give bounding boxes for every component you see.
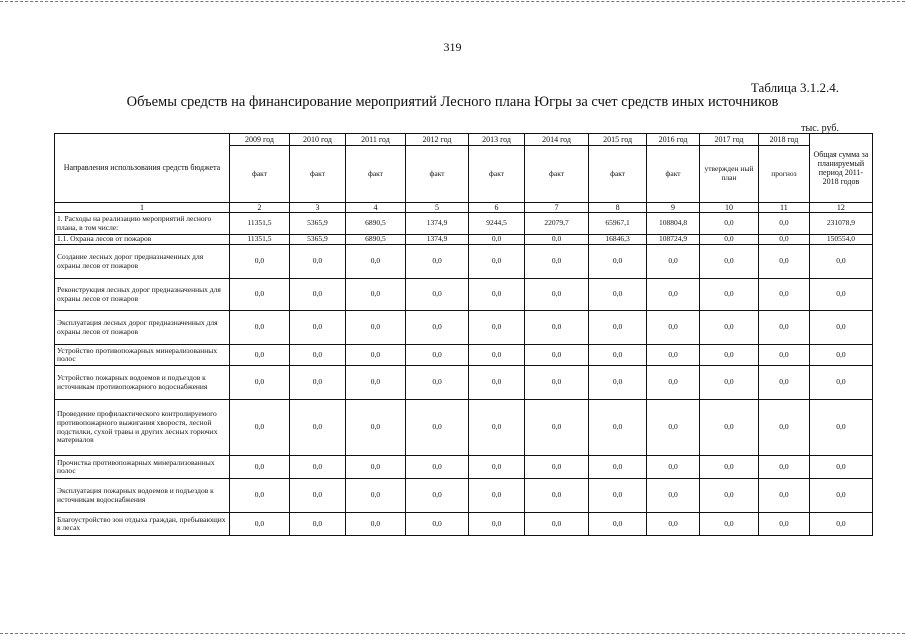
cell-value: 0,0 [699,213,758,235]
row-name: Прочистка противопожарных минерализованных полос [55,456,230,479]
cell-value: 0,0 [229,345,289,366]
cell-value: 0,0 [758,345,809,366]
table-row [55,400,873,456]
cell-value: 0,0 [345,456,405,479]
cell-value: 0,0 [229,366,289,400]
cell-value: 0,0 [647,311,700,345]
cell-value: 0,0 [405,479,468,513]
cell-value: 0,0 [345,279,405,311]
column-number: 6 [469,203,525,213]
cell-value: 0,0 [589,513,647,536]
column-number: 7 [525,203,589,213]
scan-bottom-edge [0,633,905,634]
cell-value: 0,0 [758,400,809,456]
header-name-column: Направления использования средств бюджета [55,134,230,203]
cell-value: 0,0 [699,479,758,513]
header-year: 2015 год [589,134,647,146]
cell-value: 0,0 [809,245,872,279]
header-sub: факт [229,146,289,203]
cell-value: 0,0 [229,479,289,513]
cell-value: 0,0 [525,400,589,456]
header-year: 2018 год [758,134,809,146]
cell-value: 0,0 [345,400,405,456]
row-name: Создание лесных дорог предназначенных для охраны лесов от пожаров [55,245,230,279]
table-row [55,213,873,235]
cell-value: 0,0 [290,311,346,345]
column-number: 12 [809,203,872,213]
cell-value: 231078,9 [809,213,872,235]
cell-value: 0,0 [647,400,700,456]
cell-value: 0,0 [647,456,700,479]
cell-value: 6890,5 [345,235,405,245]
header-year: 2009 год [229,134,289,146]
cell-value: 11351,5 [229,235,289,245]
header-sub: факт [290,146,346,203]
cell-value: 0,0 [809,456,872,479]
cell-value: 0,0 [469,235,525,245]
header-sub: факт [647,146,700,203]
cell-value: 0,0 [469,311,525,345]
cell-value: 0,0 [525,479,589,513]
column-number: 11 [758,203,809,213]
units-label: тыс. руб. [801,123,839,134]
cell-value: 0,0 [290,513,346,536]
cell-value: 0,0 [699,279,758,311]
document-title: Объемы средств на финансирование мероприятий Лесного плана Югры за счет средств иных источников [126,94,779,110]
cell-value: 0,0 [290,279,346,311]
cell-value: 1374,9 [405,213,468,235]
cell-value: 0,0 [647,345,700,366]
table-row [55,311,873,345]
cell-value: 0,0 [589,345,647,366]
cell-value: 0,0 [469,513,525,536]
cell-value: 0,0 [809,345,872,366]
cell-value: 0,0 [647,479,700,513]
cell-value: 0,0 [405,245,468,279]
cell-value: 65967,1 [589,213,647,235]
cell-value: 0,0 [229,456,289,479]
page-number: 319 [443,40,462,54]
header-sub: факт [589,146,647,203]
row-name: Благоустройство зон отдыха граждан, пребывающих в лесах [55,513,230,536]
column-number: 3 [290,203,346,213]
cell-value: 0,0 [345,245,405,279]
cell-value: 0,0 [525,513,589,536]
column-number: 10 [699,203,758,213]
cell-value: 0,0 [469,400,525,456]
cell-value: 1374,9 [405,235,468,245]
cell-value: 108804,8 [647,213,700,235]
row-name: Проведение профилактического контролируемого противопожарного выжигания хворостя, лесной подстилки, сухой травы и других лесных горючих материалов [55,400,230,456]
cell-value: 0,0 [525,279,589,311]
cell-value: 0,0 [699,311,758,345]
row-name: Устройство противопожарных минерализованных полос [55,345,230,366]
cell-value: 0,0 [229,279,289,311]
cell-value: 0,0 [809,279,872,311]
cell-value: 0,0 [758,311,809,345]
cell-value: 0,0 [525,311,589,345]
cell-value: 0,0 [290,366,346,400]
cell-value: 0,0 [589,279,647,311]
header-sub: факт [525,146,589,203]
column-number: 2 [229,203,289,213]
row-name: Эксплуатация пожарных водоемов и подъездов к источникам водоснабжения [55,479,230,513]
cell-value: 0,0 [405,366,468,400]
cell-value: 0,0 [758,456,809,479]
cell-value: 0,0 [809,366,872,400]
table-label: Таблица 3.1.2.4. [750,80,839,95]
cell-value: 0,0 [405,513,468,536]
cell-value: 0,0 [809,311,872,345]
cell-value: 0,0 [809,400,872,456]
cell-value: 0,0 [290,479,346,513]
cell-value: 0,0 [469,345,525,366]
column-number-row [55,203,873,213]
cell-value: 0,0 [405,456,468,479]
cell-value: 5365,9 [290,213,346,235]
column-number: 4 [345,203,405,213]
row-name: 1. Расходы на реализацию мероприятий лесного плана, в том числе: [55,213,230,235]
cell-value: 0,0 [699,456,758,479]
table-row [55,279,873,311]
header-year: 2013 год [469,134,525,146]
cell-value: 0,0 [647,279,700,311]
header-sub: факт [405,146,468,203]
cell-value: 0,0 [525,456,589,479]
cell-value: 0,0 [229,513,289,536]
cell-value: 0,0 [699,400,758,456]
cell-value: 0,0 [699,366,758,400]
cell-value: 0,0 [290,456,346,479]
cell-value: 0,0 [699,345,758,366]
cell-value: 0,0 [229,311,289,345]
cell-value: 0,0 [290,345,346,366]
cell-value: 0,0 [345,311,405,345]
table-row [55,456,873,479]
funding-table [54,133,873,536]
cell-value: 0,0 [699,513,758,536]
cell-value: 0,0 [647,366,700,400]
column-number: 9 [647,203,700,213]
row-name: Реконструкция лесных дорог предназначенных для охраны лесов от пожаров [55,279,230,311]
scan-top-edge [0,1,905,2]
cell-value: 0,0 [758,513,809,536]
cell-value: 0,0 [758,235,809,245]
cell-value: 0,0 [469,479,525,513]
row-name: Устройство пожарных водоемов и подъездов к источникам противопожарного водоснабжения [55,366,230,400]
cell-value: 0,0 [469,279,525,311]
cell-value: 0,0 [290,400,346,456]
table-row [55,245,873,279]
cell-value: 0,0 [589,366,647,400]
cell-value: 0,0 [405,311,468,345]
table-row [55,513,873,536]
cell-value: 150554,0 [809,235,872,245]
cell-value: 0,0 [758,245,809,279]
cell-value: 0,0 [469,245,525,279]
cell-value: 0,0 [525,245,589,279]
header-year: 2016 год [647,134,700,146]
cell-value: 0,0 [469,456,525,479]
cell-value: 5365,9 [290,235,346,245]
cell-value: 6890,5 [345,213,405,235]
cell-value: 0,0 [345,513,405,536]
cell-value: 0,0 [405,279,468,311]
cell-value: 0,0 [589,245,647,279]
cell-value: 0,0 [525,345,589,366]
cell-value: 0,0 [589,456,647,479]
cell-value: 0,0 [525,366,589,400]
header-year: 2012 год [405,134,468,146]
cell-value: 0,0 [345,479,405,513]
header-sub: утвержден ный план [699,146,758,203]
cell-value: 0,0 [809,513,872,536]
cell-value: 0,0 [525,235,589,245]
column-number: 1 [55,203,230,213]
header-year: 2017 год [699,134,758,146]
cell-value: 0,0 [229,400,289,456]
header-sub: прогноз [758,146,809,203]
cell-value: 0,0 [589,311,647,345]
cell-value: 0,0 [589,479,647,513]
header-year: 2010 год [290,134,346,146]
cell-value: 16846,3 [589,235,647,245]
cell-value: 0,0 [405,345,468,366]
cell-value: 0,0 [647,245,700,279]
column-number: 5 [405,203,468,213]
cell-value: 0,0 [229,245,289,279]
cell-value: 0,0 [758,213,809,235]
header-total: Общая сумма за планируемый период 2011-2018 годов [809,134,872,203]
table-row [55,235,873,245]
cell-value: 0,0 [405,400,468,456]
column-number: 8 [589,203,647,213]
row-name: Эксплуатация лесных дорог предназначенных для охраны лесов от пожаров [55,311,230,345]
cell-value: 22079,7 [525,213,589,235]
cell-value: 0,0 [758,366,809,400]
row-name: 1.1. Охрана лесов от пожаров [55,235,230,245]
cell-value: 0,0 [469,366,525,400]
cell-value: 0,0 [290,245,346,279]
cell-value: 9244,5 [469,213,525,235]
cell-value: 0,0 [345,366,405,400]
header-sub: факт [469,146,525,203]
header-sub: факт [345,146,405,203]
cell-value: 0,0 [699,245,758,279]
cell-value: 0,0 [758,279,809,311]
header-year: 2014 год [525,134,589,146]
cell-value: 0,0 [589,400,647,456]
cell-value: 0,0 [345,345,405,366]
cell-value: 0,0 [699,235,758,245]
table-row [55,345,873,366]
cell-value: 0,0 [809,479,872,513]
table-row [55,479,873,513]
cell-value: 108724,9 [647,235,700,245]
table-row [55,366,873,400]
cell-value: 11351,5 [229,213,289,235]
cell-value: 0,0 [758,479,809,513]
cell-value: 0,0 [647,513,700,536]
header-year: 2011 год [345,134,405,146]
